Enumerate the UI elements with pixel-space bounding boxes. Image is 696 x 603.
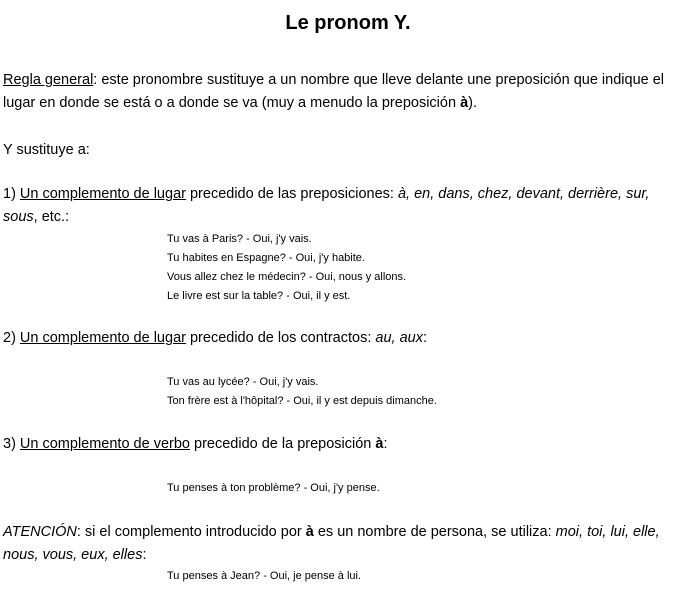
regla-line2-bold: à bbox=[460, 95, 469, 111]
item2-text: precedido de los contractos: bbox=[185, 330, 376, 346]
atencion-examples bbox=[167, 567, 361, 586]
example-line: Tu habites en Espagne? - Oui, j'y habite. bbox=[167, 252, 365, 264]
atencion-end: : bbox=[142, 547, 147, 563]
sustituye-heading: Y sustituye a: bbox=[3, 142, 90, 158]
item2-number: 2) bbox=[3, 330, 20, 346]
example-line: Tu vas à Paris? - Oui, j'y vais. bbox=[167, 233, 312, 245]
item3-examples bbox=[167, 479, 380, 498]
example-line: Ton frère est à l'hôpital? - Oui, il y est depuis dimanche. bbox=[167, 395, 437, 407]
atencion-bold: à bbox=[305, 524, 314, 540]
atencion-text1: : si el complemento introducido por bbox=[76, 524, 306, 540]
atencion-text2: es un nombre de persona, se utiliza: bbox=[313, 524, 556, 540]
item3-label: Un complemento de verbo bbox=[19, 436, 190, 452]
atencion-label: ATENCIÓN bbox=[3, 524, 77, 540]
item1-examples bbox=[167, 230, 406, 306]
item1-line2-text: , etc.: bbox=[33, 209, 70, 225]
item1-text: precedido de las preposiciones: bbox=[185, 186, 398, 202]
page-title: Le pronom Y. bbox=[285, 12, 411, 34]
regla-general-paragraph bbox=[3, 69, 691, 115]
item3-paragraph bbox=[3, 433, 691, 456]
example-line: Vous allez chez le médecin? - Oui, nous y allons. bbox=[167, 271, 407, 283]
regla-line2-end: ). bbox=[468, 95, 477, 111]
example-line: Tu vas au lycée? - Oui, j'y vais. bbox=[167, 376, 319, 388]
item3-end: : bbox=[383, 436, 388, 452]
item3-text: precedido de la preposición bbox=[190, 436, 376, 452]
item1-paragraph bbox=[3, 183, 691, 229]
item1-label: Un complemento de lugar bbox=[19, 186, 186, 202]
item2-examples bbox=[167, 373, 437, 411]
item2-preps: au, aux bbox=[375, 330, 423, 346]
item1-number: 1) bbox=[3, 186, 20, 202]
item3-bold: à bbox=[375, 436, 384, 452]
regla-line1-text: : este pronombre sustituye a un nombre que lleve delante une preposición que indique el bbox=[93, 72, 665, 88]
example-line: Tu penses à ton problème? - Oui, j'y pense. bbox=[167, 482, 380, 494]
item3-number: 3) bbox=[3, 436, 20, 452]
item2-end: : bbox=[422, 330, 427, 346]
example-line: Tu penses à Jean? - Oui, je pense à lui. bbox=[167, 570, 362, 582]
item2-label: Un complemento de lugar bbox=[19, 330, 186, 346]
item2-paragraph bbox=[3, 327, 691, 350]
atencion-paragraph bbox=[3, 521, 691, 567]
atencion-pronouns1: moi, toi, lui, elle, bbox=[555, 524, 660, 540]
regla-line2-text: lugar en donde se está o a donde se va (muy a menudo la preposición bbox=[3, 95, 461, 111]
item1-preps: à, en, dans, chez, devant, derrière, sur, bbox=[397, 186, 650, 202]
item1-line2-italic: sous bbox=[3, 209, 34, 225]
example-line: Le livre est sur la table? - Oui, il y est. bbox=[167, 290, 351, 302]
regla-general-label: Regla general bbox=[3, 72, 94, 88]
atencion-pronouns2: nous, vous, eux, elles bbox=[3, 547, 143, 563]
